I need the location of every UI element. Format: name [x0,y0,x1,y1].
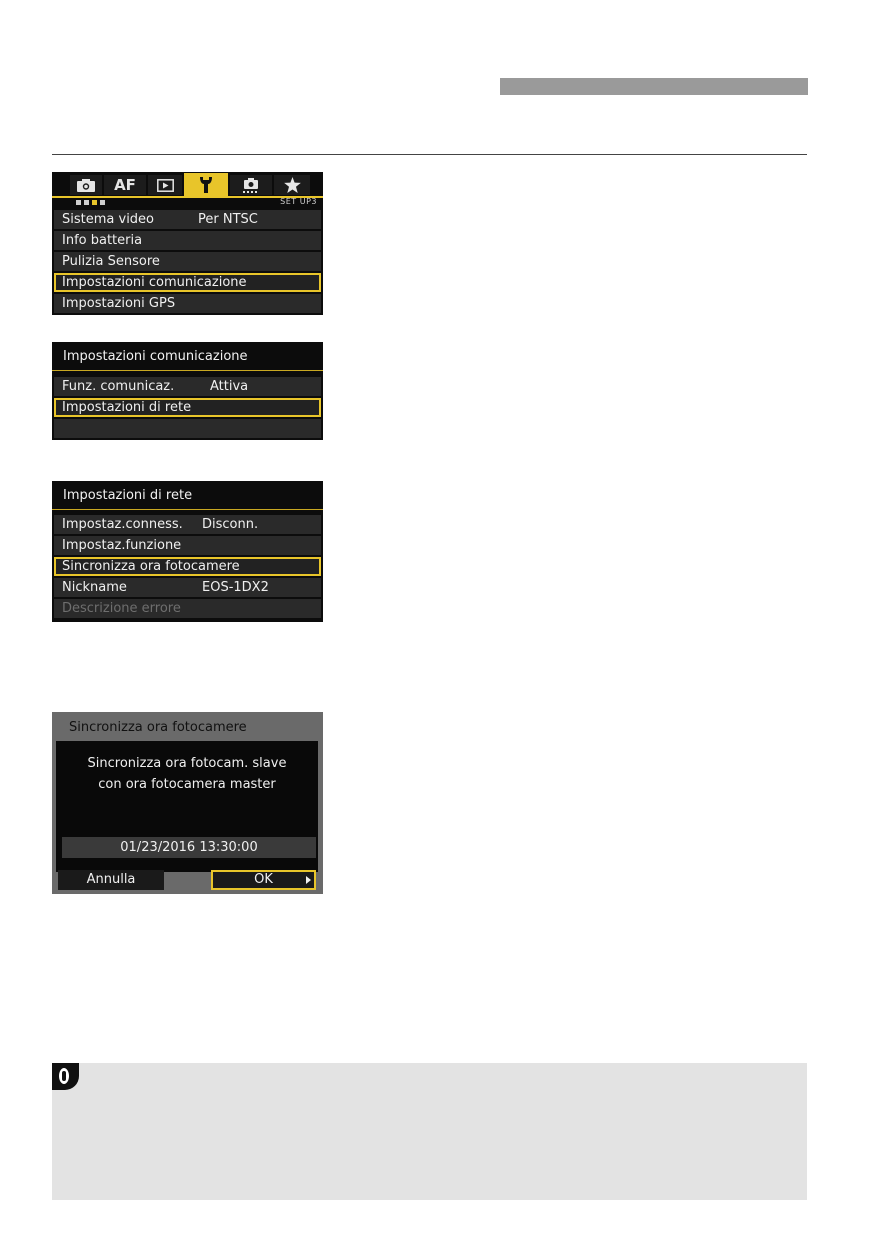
section-header-bar [500,78,808,95]
menu-item-battery-info[interactable]: Info batteria [54,231,321,250]
menu-item-empty [54,419,321,438]
menu-item-video-system[interactable]: Sistema video Per NTSC [54,210,321,229]
tab-custom[interactable] [230,175,272,195]
communication-settings-screen [52,342,323,440]
playback-icon [157,179,174,192]
tab-af-label: AF [114,176,136,194]
tab-setup[interactable] [184,173,228,196]
tab-af[interactable] [104,175,146,195]
cancel-button[interactable]: Annulla [58,870,164,890]
dialog-datetime: 01/23/2016 13:30:00 [62,837,316,858]
header-rule [52,154,807,155]
wrench-icon [198,176,214,194]
caution-icon [52,1063,79,1090]
chevron-right-icon [306,876,311,884]
tab-mymenu[interactable] [274,175,310,195]
tab-playback[interactable] [148,175,182,195]
tab-camera[interactable] [70,175,102,195]
menu-tabs [52,172,323,196]
star-icon [284,177,301,193]
sync-time-dialog [52,712,323,894]
menu-item-communication-settings[interactable]: Impostazioni comunicazione [54,273,321,292]
caution-box [52,1063,807,1200]
screen-title: Impostazioni di rete [52,481,323,509]
ok-button[interactable]: OK [211,870,316,890]
dialog-message: Sincronizza ora fotocam. slave con ora fotocamera master [87,756,287,792]
menu-item-sensor-cleaning[interactable]: Pulizia Sensore [54,252,321,271]
menu-item-comm-function[interactable]: Funz. comunicaz. Attiva [54,377,321,396]
screen-title: Impostazioni comunicazione [52,342,323,370]
menu-item-sync-camera-time[interactable]: Sincronizza ora fotocamere [54,557,321,576]
menu-item-connection-settings[interactable]: Impostaz.conness. Disconn. [54,515,321,534]
menu-item-function-settings[interactable]: Impostaz.funzione [54,536,321,555]
menu-item-error-description: Descrizione errore [54,599,321,618]
menu-item-nickname[interactable]: Nickname EOS-1DX2 [54,578,321,597]
dialog-body [56,741,318,872]
camera-icon [77,179,95,192]
network-settings-screen [52,481,323,622]
menu-item-network-settings[interactable]: Impostazioni di rete [54,398,321,417]
setup-menu-screen [52,172,323,315]
custom-camera-icon [241,177,261,193]
menu-item-gps-settings[interactable]: Impostazioni GPS [54,294,321,313]
menu-page-label: SET UP3 [280,197,317,206]
dialog-title: Sincronizza ora fotocamere [69,720,247,735]
page-indicator-dots [76,200,108,206]
